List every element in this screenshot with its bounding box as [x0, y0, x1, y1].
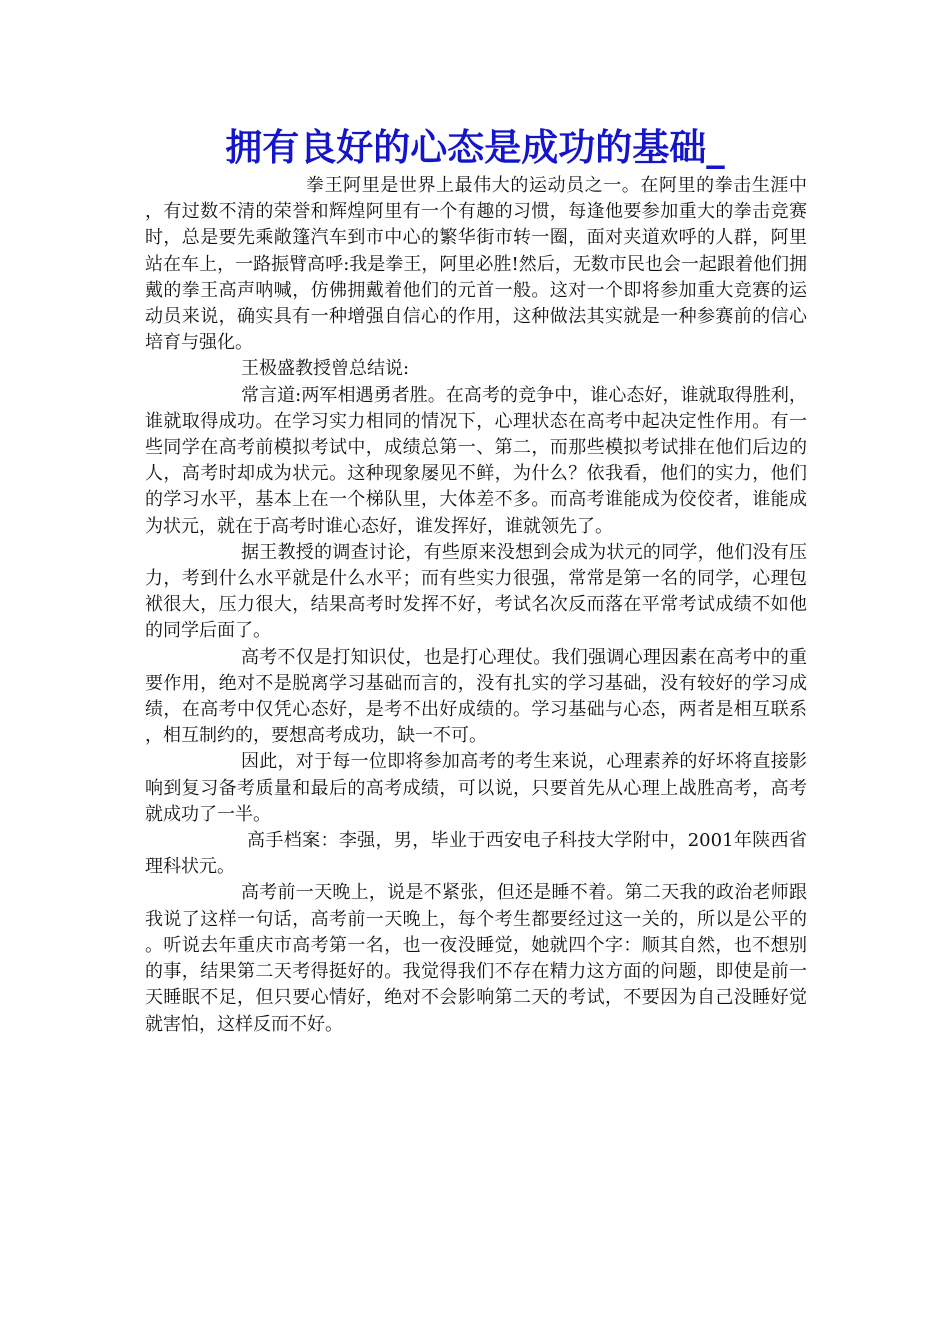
paragraph-exam-eve: 高考前一天晚上，说是不紧张，但还是睡不着。第二天我的政治老师跟我说了这样一句话，高考前一天晚上，每个考生都要经过这一关的，所以是公平的。听说去年重庆市高考第一名，也一夜没睡觉，她就四个字：顺其自然，也不想别的事，结果第二天考得挺好的。我觉得我们不存在精力这方面的问题，即使是前一天睡眠不足，但只要心情好，绝对不会影响第二天的考试，不要因为自己没睡好觉就害怕，这样反而不好。 [145, 882, 807, 1035]
document-body [145, 173, 807, 1038]
document-title: 拥有良好的心态是成功的基础_ [225, 125, 725, 169]
paragraph-survey: 据王教授的调查讨论，有些原来没想到会成为状元的同学，他们没有压力，考到什么水平就是什么水平；而有些实力很强，常常是第一名的同学，心理包袱很大，压力很大，结果高考时发挥不好，考试名次反而落在平常考试成绩不如他的同学后面了。 [145, 541, 807, 642]
paragraph-psychology: 高考不仅是打知识仗，也是打心理仗。我们强调心理因素在高考中的重要作用，绝对不是脱离学习基础而言的，没有扎实的学习基础，没有较好的学习成绩，在高考中仅凭心态好，是考不出好成绩的。学习基础与心态，两者是相互联系，相互制约的，要想高考成功，缺一不可。 [145, 646, 807, 747]
paragraph-conclusion: 因此，对于每一位即将参加高考的考生来说，心理素养的好坏将直接影响到复习备考质量和最后的高考成绩，可以说，只要首先从心理上战胜高考，高考就成功了一半。 [145, 751, 807, 825]
paragraph-profile: 高手档案：李强，男，毕业于西安电子科技大学附中，2001年陕西省理科状元。 [145, 830, 807, 878]
paragraph-professor-summary: 王极盛教授曾总结说: [241, 358, 410, 380]
paragraph-ali: 拳王阿里是世界上最伟大的运动员之一。在阿里的拳击生涯中，有过数不清的荣誉和辉煌阿里有一个有趣的习惯，每逢他要参加重大的拳击竞赛时，总是要先乘敞篷汽车到市中心的繁华街市转一圈，面对夹道欢呼的人群，阿里站在车上，一路振臂高呼:我是拳王，阿里必胜!然后，无数市民也会一起跟着他们拥戴的拳王高声呐喊，仿佛拥戴着他们的元首一般。这对一个即将参加重大竞赛的运动员来说，确实具有一种增强自信心的作用，这种做法其实就是一种参赛前的信心培育与强化。 [145, 175, 807, 354]
paragraph-saying: 常言道:两军相遇勇者胜。在高考的竞争中，谁心态好，谁就取得胜利，谁就取得成功。在学习实力相同的情况下，心理状态在高考中起决定性作用。有一些同学在高考前模拟考试中，成绩总第一、第二，而那些模拟考试排在他们后边的人，高考时却成为状元。这种现象屡见不鲜，为什么？依我看，他们的实力，他们的学习水平，基本上在一个梯队里，大体差不多。而高考谁能成为佼佼者，谁能成为状元，就在于高考时谁心态好，谁发挥好，谁就领先了。 [145, 384, 807, 537]
